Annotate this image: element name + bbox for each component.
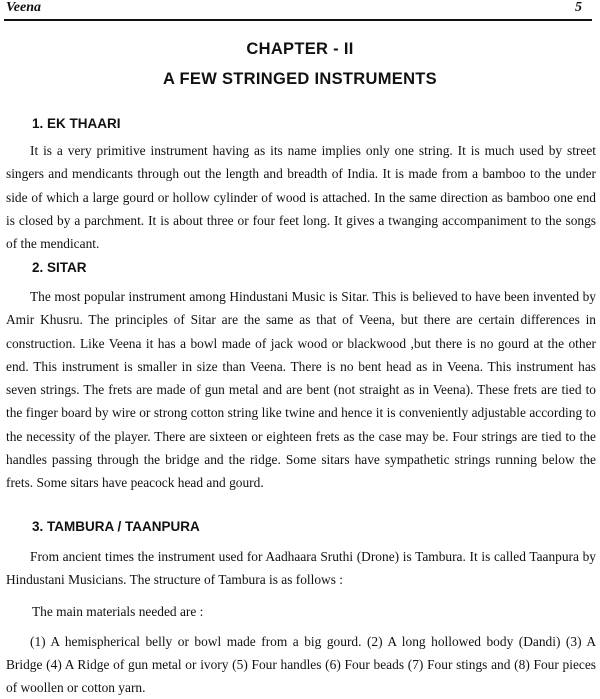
paragraph-tambura-intro: From ancient times the instrument used for Aadhaara Sruthi (Drone) is Tambura. It is called Taanpura by Hindustani Musicians. The structure of Tambura is as follows : [6,549,596,588]
paragraph-sitar: The most popular instrument among Hindustani Music is Sitar. This is believed to have been invented by Amir Khusru. The principles of Sitar are the same as that of Veena, but there are certain differences in construction. Like Veena it has a bowl made of jack wood or blackwood ,but there is no gourd at the other end. This instrument is smaller in size than Veena. There is no bent head as in Veena. This instrument has seven strings. The frets are made of gun metal and are bent (not straight as in Veena). These frets are tied to the finger board by wire or strong cotton string like twine and hence it is conveniently adjustable according to the necessity of the player. There are sixteen or eighteen frets as the case may be. Four strings are tied to the handles passing through the bridge and the ridge. Some sitars have sympathetic strings running below the frets. Some sitars have peacock head and gourd. [6,289,596,491]
header-divider [4,19,592,21]
chapter-title: A FEW STRINGED INSTRUMENTS [163,70,437,88]
page-number: 5 [575,0,582,15]
section-heading-sitar: 2. SITAR [32,260,87,275]
paragraph-tambura-materials-lead: The main materials needed are : [32,604,204,619]
paragraph-ek-thaari: It is a very primitive instrument having as its name implies only one string. It is much used by street singers and mendicants through out the length and breadth of India. It is made from a bamboo to the under side of which a large gourd or hollow cylinder of wood is attached. In the same direction as bamboo one end is closed by a parchment. It is about three or four feet long. It gives a twanging accompaniment to the songs of the mendicant. [6,143,596,252]
section-heading-ek-thaari: 1. EK THAARI [32,116,121,131]
paragraph-tambura-materials-list: (1) A hemispherical belly or bowl made from a big gourd. (2) A long hollowed body (Dandi) (3) A Bridge (4) A Ridge of gun metal or ivory (5) Four handles (6) Four beads (7) Four stings and (8) Four pieces of woollen or cotton yarn. [6,634,596,695]
section-heading-tambura: 3. TAMBURA / TAANPURA [32,519,200,534]
running-title: Veena [6,0,41,15]
chapter-label: CHAPTER - II [246,40,354,58]
